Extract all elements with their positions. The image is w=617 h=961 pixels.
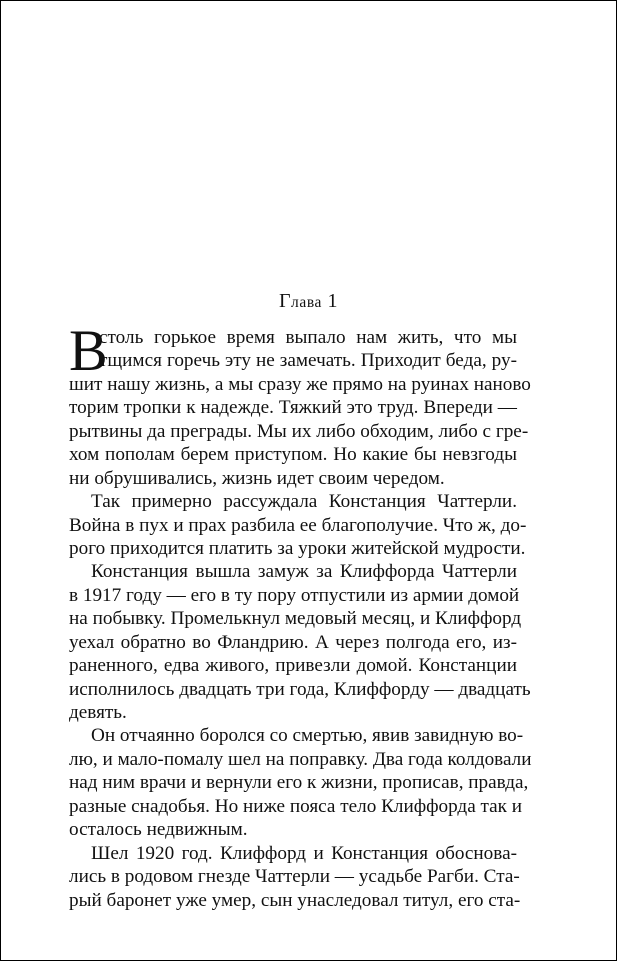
text-line: рого приходится платить за уроки житейской мудрости. (69, 537, 526, 559)
text-line: шит нашу жизнь, а мы сразу же прямо на руинах наново (69, 373, 531, 395)
paragraph-1 (69, 318, 531, 490)
text-line: Так примерно рассуждала Констанция Чаттерли. (91, 491, 517, 513)
text-line: разные снадобья. Но ниже пояса тело Клиффорда так и (69, 795, 523, 817)
paragraph-4 (69, 724, 532, 841)
text-line: в 1917 году — его в ту пору отпустили из армии домой (69, 584, 520, 606)
text-line: рытвины да преграды. Мы их либо обходим, либо с гре- (69, 420, 529, 442)
text-line: рый баронет уже умер, сын унаследовал титул, его ста- (69, 889, 521, 911)
text-line: уехал обратно во Фландрию. А через полгода его, из- (69, 631, 517, 653)
paragraph-2 (69, 490, 527, 560)
text-line: ни обрушивались, жизнь идет своим чередом. (69, 467, 445, 489)
chapter-heading-word: лава (291, 294, 323, 311)
chapter-number: 1 (327, 290, 339, 312)
text-line: столь горькое время выпало нам жить, что мы (99, 327, 517, 348)
chapter-heading-initial: Г (278, 290, 292, 312)
drop-cap: В (69, 318, 108, 383)
text-line: девять. (69, 702, 127, 723)
text-line: лю, и мало-помалу шел на поправку. Два года колдовали (69, 748, 532, 770)
text-line: торим тропки к надежде. Тяжкий это труд. Впереди — (69, 397, 517, 419)
text-line: осталось недвижным. (69, 819, 248, 841)
paragraph-5 (69, 842, 521, 912)
paragraph-3 (69, 560, 531, 724)
text-line: исполнилось двадцать три года, Клиффорду — двадцать (69, 678, 531, 700)
text-line: раненного, едва живого, привезли домой. Констанции (69, 655, 517, 677)
text-line: на побывку. Промелькнул медовый месяц, и Клиффорд (69, 608, 522, 630)
text-line: хом пополам берем приступом. Но какие бы невзгоды (69, 444, 517, 466)
text-line: над ним врачи и вернули его к жизни, прописав, правда, (69, 772, 529, 794)
body-text (69, 318, 532, 912)
text-line: тщимся горечь эту не замечать. Приходит беда, ру- (99, 350, 517, 372)
text-line: Шел 1920 год. Клиффорд и Констанция обоснова- (91, 842, 517, 864)
text-line: Война в пух и прах разбила ее благополучие. Что ж, до- (69, 514, 527, 536)
chapter-heading (1, 288, 616, 316)
text-line: лись в родовом гнезде Чаттерли — усадьбе Рагби. Ста- (69, 866, 520, 888)
text-line: Он отчаянно боролся со смертью, явив завидную во- (91, 725, 524, 747)
text-line: Констанция вышла замуж за Клиффорда Чаттерли (91, 561, 517, 583)
